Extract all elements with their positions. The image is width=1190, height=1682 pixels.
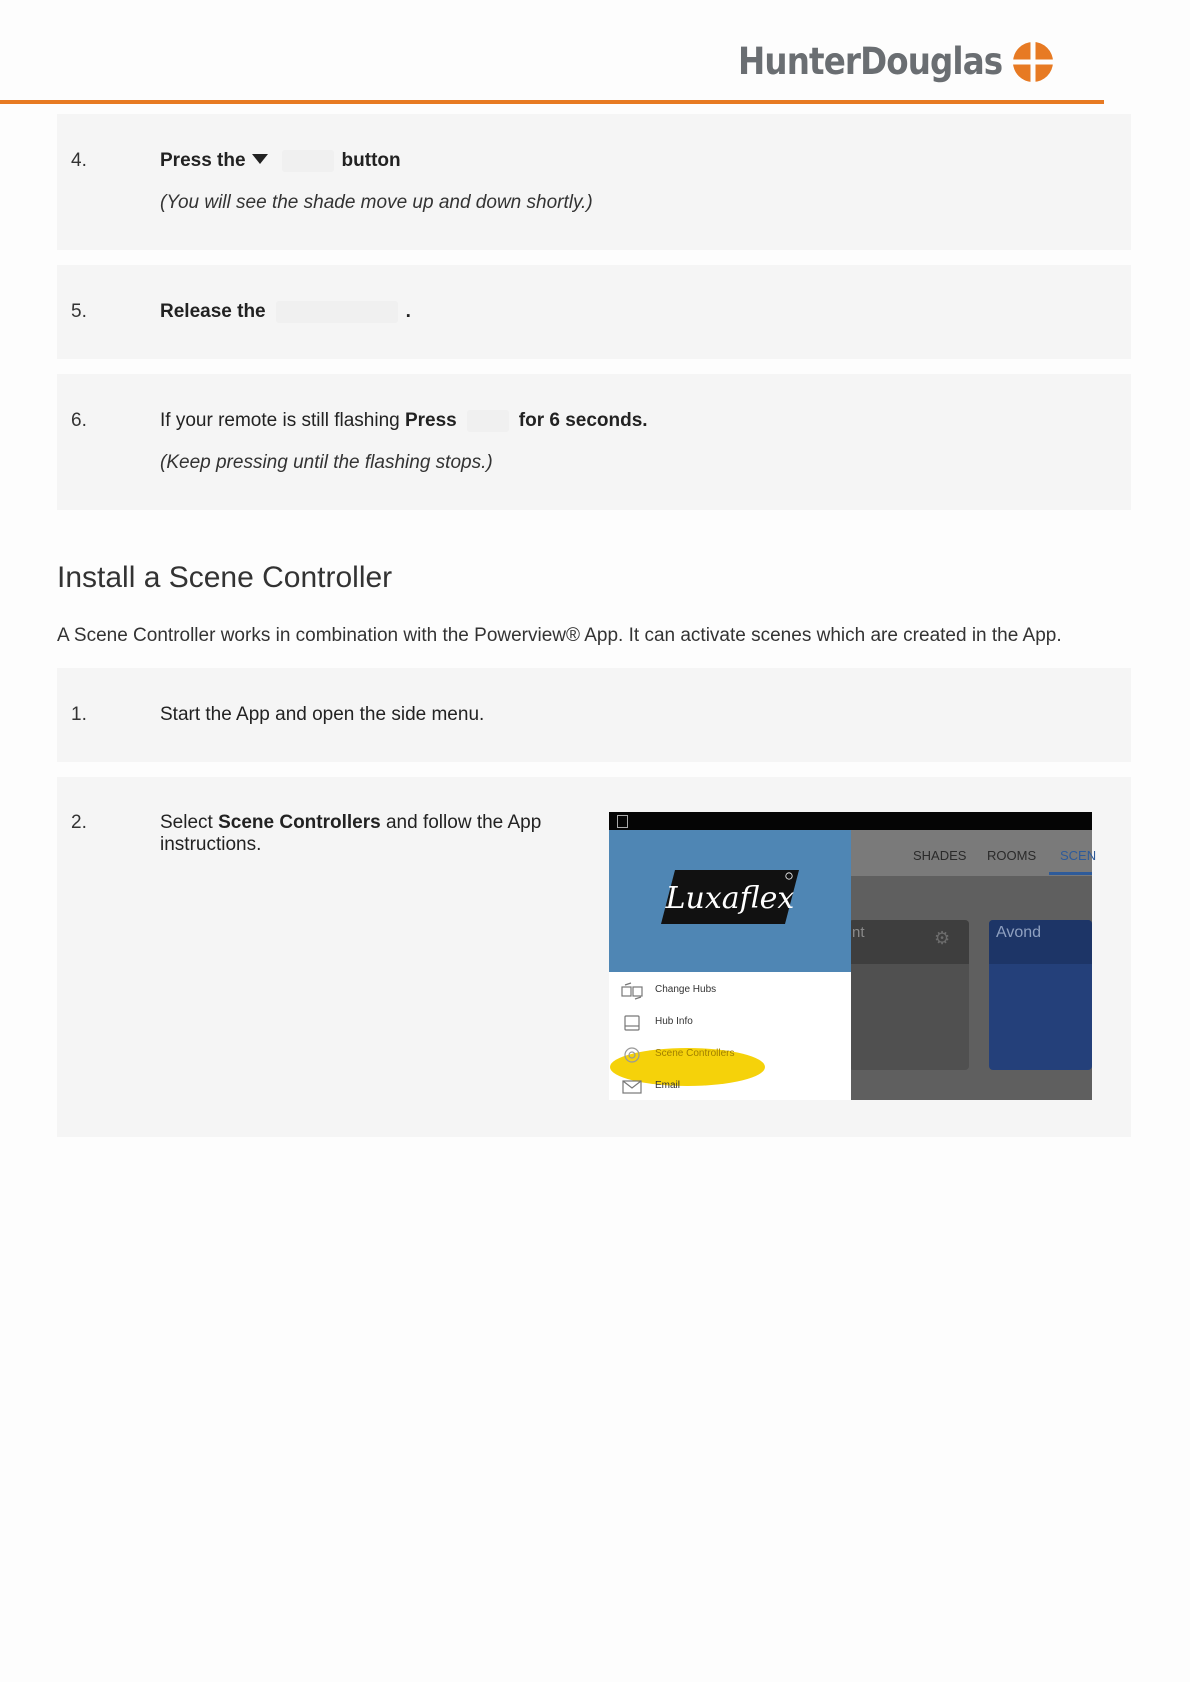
brand-name: HunterDouglas: [737, 40, 1002, 83]
change-hubs-icon: [621, 981, 643, 1001]
section-intro: A Scene Controller works in combination with the Powerview® App. It can activate scenes which are created in the App.: [57, 625, 1062, 646]
step-box: [57, 374, 1131, 510]
scene-controller-icon: [621, 1045, 643, 1065]
step-text-pre: If your remote is still flashing: [160, 410, 400, 432]
step-text-press: Press: [404, 410, 457, 432]
step-text-pre: Select: [160, 812, 213, 833]
step-number: 2.: [71, 812, 87, 833]
step-text: Start the App and open the side menu.: [160, 704, 485, 725]
step-number: 6.: [71, 410, 87, 431]
menu-item-label: Hub Info: [655, 1016, 693, 1027]
brand: [702, 40, 1054, 83]
menu-item-change-hubs[interactable]: [609, 976, 851, 1006]
step-number: 4.: [71, 150, 87, 171]
step-box: [57, 265, 1131, 359]
step-text-post: .: [405, 301, 411, 323]
step-text: [160, 150, 401, 172]
button-glyph-placeholder: [467, 410, 509, 432]
status-icon: [617, 815, 628, 828]
step-box: [57, 114, 1131, 250]
app-screenshot: [609, 812, 1097, 1100]
down-arrow-icon: [252, 154, 268, 164]
step-note: (You will see the shade move up and down shortly.): [160, 192, 593, 213]
tab-bar: [851, 830, 1092, 876]
active-tab-indicator: [1049, 872, 1092, 875]
step-note: (Keep pressing until the flashing stops.): [160, 452, 493, 473]
tab-scenes[interactable]: SCEN: [1060, 848, 1097, 863]
step-text: [160, 410, 648, 432]
email-icon: [621, 1077, 643, 1097]
tab-shades[interactable]: SHADES: [913, 848, 967, 863]
header-rule: [0, 100, 1104, 104]
luxaflex-wordmark: Luxaflex: [665, 881, 795, 916]
hub-info-icon: [621, 1013, 643, 1033]
menu-item-label: Scene Controllers: [655, 1048, 735, 1059]
step-text-post: for 6 seconds.: [518, 410, 648, 432]
step-text-bold: Scene Controllers: [218, 812, 381, 833]
menu-item-label: Email: [655, 1080, 681, 1091]
menu-item-scene-controllers[interactable]: [609, 1040, 851, 1070]
step-text-post: and follow the App instructions.: [160, 812, 542, 855]
page-header: [0, 0, 1190, 106]
scene-card-label: nt: [852, 924, 865, 941]
status-bar: [609, 812, 1092, 830]
menu-item-email[interactable]: [609, 1072, 851, 1102]
side-menu: [609, 830, 851, 1100]
step-text: [160, 301, 411, 323]
step-text-pre: Release the: [160, 301, 266, 323]
menu-item-label: Change Hubs: [655, 984, 717, 995]
scene-card-label: Avond: [996, 924, 1042, 941]
gear-icon[interactable]: ⚙: [934, 928, 951, 948]
step-text-pre: Press the: [160, 150, 246, 172]
button-glyph-placeholder: [282, 150, 334, 172]
button-glyph-placeholder: [276, 301, 398, 323]
step-text-post: button: [341, 150, 401, 172]
side-menu-header: [609, 830, 851, 972]
scene-card-header: [849, 920, 969, 964]
step-text: [160, 812, 590, 856]
step-box: [57, 668, 1131, 762]
section-title: Install a Scene Controller: [57, 561, 393, 594]
tab-rooms[interactable]: ROOMS: [987, 848, 1037, 863]
step-number: 5.: [71, 301, 87, 322]
menu-item-hub-info[interactable]: [609, 1008, 851, 1038]
luxaflex-logo: [661, 866, 799, 928]
step-number: 1.: [71, 704, 87, 725]
hunterdouglas-compass-icon: [1012, 41, 1054, 83]
